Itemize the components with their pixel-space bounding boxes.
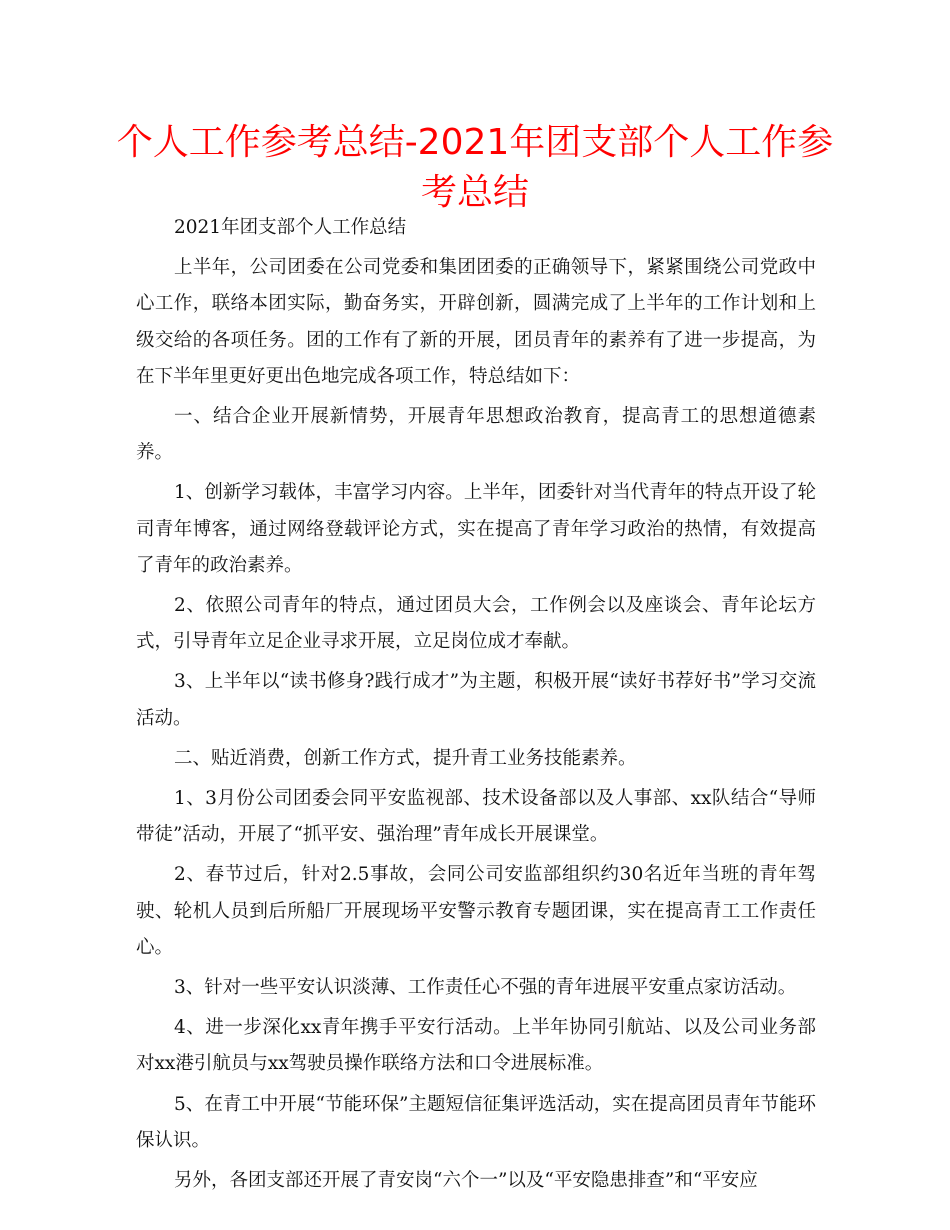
paragraph: 3、上半年以“读书修身?践行成才”为主题，积极开展“读好书荐好书”学习交流活动。	[136, 671, 816, 729]
paragraph: 1、3月份公司团委会同平安监视部、技术设备部以及人事部、xx队结合“导师带徒”活动，开展了“抓平安、强治理”青年成长开展课堂。	[136, 788, 816, 846]
paragraph-subtitle: 2021年团支部个人工作总结	[174, 217, 407, 238]
document-title: 个人工作参考总结-2021年团支部个人工作参考总结	[116, 122, 834, 213]
paragraph: 上半年，公司团委在公司党委和集团团委的正确领导下，紧紧围绕公司党政中心工作，联络本团实际，勤奋务实，开辟创新，圆满完成了上半年的工作计划和上级交给的各项任务。团的工作有了新的开展，团员青年的素养有了进一步提高，为在下半年里更好更出色地完成各项工作，特总结如下：	[136, 257, 816, 387]
paragraph-heading: 一、结合企业开展新情势，开展青年思想政治教育，提高青工的思想道德素养。	[136, 406, 816, 464]
paragraph: 3、针对一些平安认识淡薄、工作责任心不强的青年进展平安重点家访活动。	[174, 977, 797, 999]
paragraph-heading: 二、贴近消费，创新工作方式，提升青工业务技能素养。	[174, 747, 637, 769]
document-body	[136, 210, 816, 1203]
paragraph: 5、在青工中开展“节能环保”主题短信征集评选活动，实在提高团员青年节能环保认识。	[136, 1093, 816, 1151]
paragraph: 另外，各团支部还开展了青安岗“六个一”以及“平安隐患排查”和“平安应	[174, 1170, 758, 1192]
paragraph: 4、进一步深化xx青年携手平安行活动。上半年协同引航站、以及公司业务部对xx港引航员与xx驾驶员操作联络方法和口令进展标准。	[136, 1017, 816, 1075]
paragraph: 2、依照公司青年的特点，通过团员大会，工作例会以及座谈会、青年论坛方式，引导青年立足企业寻求开展，立足岗位成才奉献。	[136, 595, 816, 653]
paragraph: 2、春节过后，针对2.5事故，会同公司安监部组织约30名近年当班的青年驾驶、轮机人员到后所船厂开展现场平安警示教育专题团课，实在提高青工工作责任心。	[136, 864, 816, 958]
paragraph: 1、创新学习载体，丰富学习内容。上半年，团委针对当代青年的特点开设了轮司青年博客，通过网络登载评论方式，实在提高了青年学习政治的热情，有效提高了青年的政治素养。	[136, 482, 816, 576]
